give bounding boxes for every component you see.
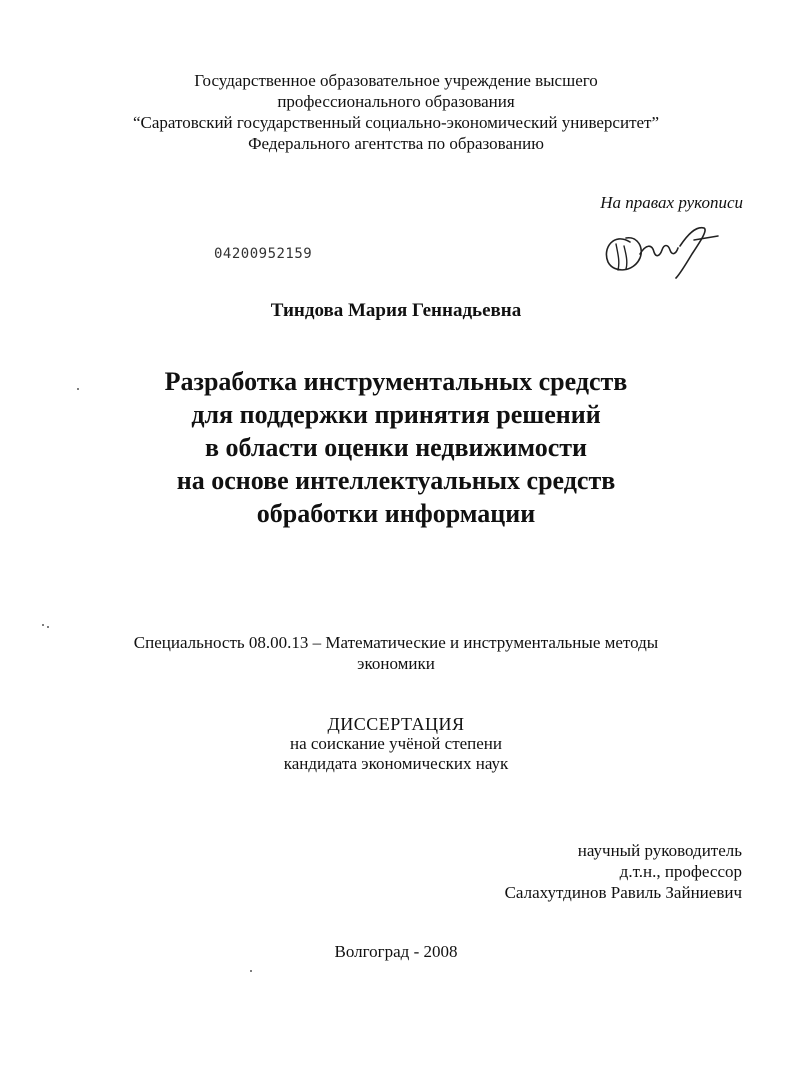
dissertation-label: ДИССЕРТАЦИЯ [327,714,465,734]
city-year: Волгоград - 2008 [334,942,458,961]
institution-line: Федерального агентства по образованию [248,134,544,153]
scan-speck [47,626,49,628]
institution-line: Государственное образовательное учреждение высшего [194,71,598,90]
advisor-line: научный руководитель [577,841,742,860]
title-line: обработки информации [256,499,536,528]
title-line: в области оценки недвижимости [204,433,588,462]
specialty-line: Специальность 08.00.13 – Математические и инструментальные методы [133,633,659,652]
title-line: Разработка инструментальных средств [164,367,628,396]
specialty-line: экономики [357,654,435,673]
specialty [50,632,742,674]
scan-speck [42,624,44,626]
institution-line: профессионального образования [277,92,515,111]
handwritten-signature [596,214,720,280]
scan-speck [77,388,79,390]
degree-line: кандидата экономических наук [283,754,509,773]
degree-line: на соискание учёной степени [289,734,503,753]
title-line: для поддержки принятия решений [191,400,601,429]
author-name: Тиндова Мария Геннадьевна [270,300,522,321]
institution-line: “Саратовский государственный социально-экономический университет” [132,113,660,132]
catalog-number-stamp: 04200952159 [214,246,313,262]
advisor-line: Салахутдинов Равиль Зайниевич [504,883,742,902]
dissertation-title [50,365,742,530]
dissertation-degree [50,714,742,774]
institution-header [0,70,792,154]
advisor-line: д.т.н., профессор [619,862,742,881]
title-line: на основе интеллектуальных средств [176,466,616,495]
scan-speck [250,970,252,972]
scientific-advisor [505,840,742,903]
manuscript-rights-note: На правах рукописи [600,193,743,212]
